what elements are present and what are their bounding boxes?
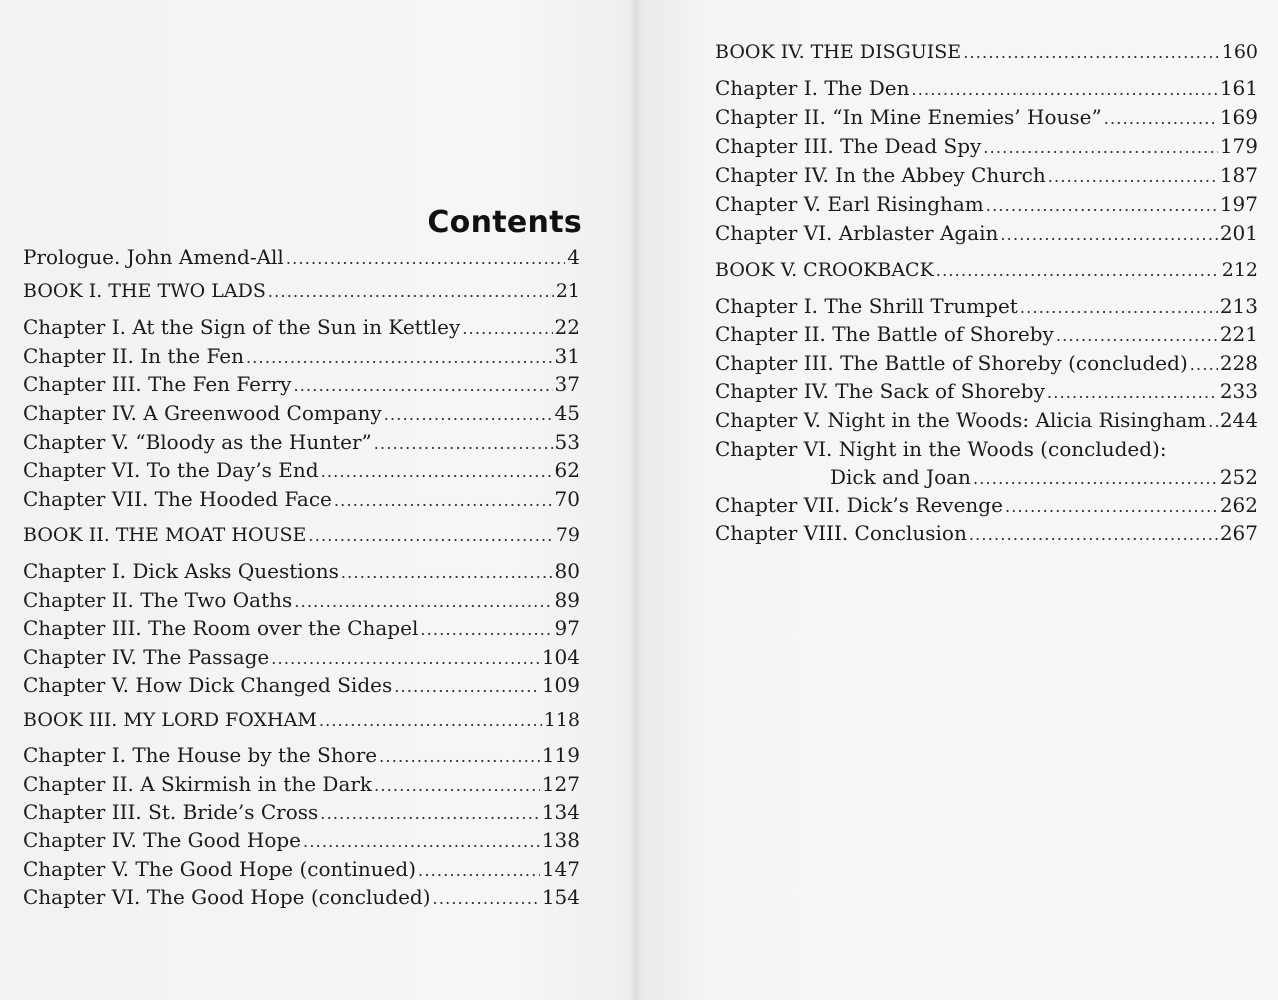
toc-entry-title: Chapter I. The Shrill Trumpet [715,294,1018,318]
toc-entry-title: Chapter IV. The Good Hope [23,828,302,852]
toc-entry-chapter [23,855,580,883]
toc-entry-chapter [715,349,1258,377]
toc-entry-chapter [715,406,1258,434]
toc-entry-title: Chapter VI. The Good Hope (concluded) [23,885,431,909]
toc-entry-chapter [23,557,580,585]
toc-page-number: 80 [554,559,580,583]
toc-page-number: 147 [541,857,580,881]
toc-entry-title: Chapter II. In the Fen [23,344,244,368]
toc-entry-title: Chapter II. A Skirmish in the Dark [23,772,373,796]
toc-entry-title: Chapter V. The Good Hope (continued) [23,857,417,881]
dot-leader [1104,105,1218,133]
toc-entry-title: Chapter V. “Bloody as the Hunter” [23,430,372,454]
toc-entry-title: Chapter I. The House by the Shore [23,743,378,767]
toc-page-number: 252 [1219,465,1258,489]
toc-entry-chapter [23,826,580,854]
toc-entry-chapter [23,586,580,614]
toc-entry-title: Chapter IV. The Sack of Shoreby [715,379,1045,403]
dot-leader [384,401,553,429]
toc-page-number: 244 [1219,408,1258,432]
toc-entry-chapter [715,74,1258,102]
toc-entry-book-3 [23,706,580,734]
dot-leader [374,772,540,800]
toc-page-number: 221 [1219,322,1258,346]
toc-entry-chapter [23,370,580,398]
toc-entry-book-5 [715,256,1258,284]
toc-entry-chapter [23,671,580,699]
toc-page-number: 79 [555,524,580,546]
dot-leader [983,134,1218,162]
toc-entry-title: Chapter I. The Den [715,76,910,100]
toc-entry-chapter [23,741,580,769]
toc-entry-book-1 [23,277,580,305]
contents-heading: Contents [427,205,582,240]
toc-page-number: 267 [1219,521,1258,545]
toc-page-number: 127 [541,772,580,796]
dot-leader [1048,163,1218,191]
toc-page-number: 97 [554,616,580,640]
toc-page-number: 161 [1219,76,1258,100]
dot-leader [936,257,1220,285]
toc-entry-book-4 [715,38,1258,66]
toc-entry-title: Chapter III. St. Bride’s Cross [23,800,319,824]
toc-entry-chapter [23,456,580,484]
toc-entry-title: Chapter IV. A Greenwood Company [23,401,382,425]
toc-entry-title: Chapter V. Earl Risingham [715,192,984,216]
dot-leader [320,800,540,828]
toc-page-number: 104 [541,645,580,669]
toc-page-number: 62 [554,458,580,482]
book-gutter [628,0,642,1000]
toc-entry-prologue [23,243,580,271]
toc-entry-book-2 [23,521,580,549]
toc-page-number: 154 [541,885,580,909]
dot-leader [321,458,553,486]
toc-entry-title: Chapter VIII. Conclusion [715,521,967,545]
dot-leader [1056,322,1218,350]
toc-entry-title: Dick and Joan [830,465,971,489]
dot-leader [379,743,540,771]
toc-page-number: 197 [1219,192,1258,216]
toc-entry-chapter [715,161,1258,189]
dot-leader [1005,493,1218,521]
toc-entry-title: Prologue. John Amend-All [23,245,284,269]
dot-leader [334,487,553,515]
toc-entry-chapter [715,132,1258,160]
toc-page-number: 4 [567,245,580,269]
toc-entry-chapter [715,103,1258,131]
toc-page-number: 262 [1219,493,1258,517]
toc-entry-chapter [23,428,580,456]
dot-leader [1190,351,1218,379]
toc-entry-title: BOOK I. THE TWO LADS [23,280,266,302]
toc-page-number: 109 [541,673,580,697]
toc-entry-chapter [23,342,580,370]
dot-leader [433,885,540,913]
toc-page-number: 187 [1219,163,1258,187]
toc-entry-title: Chapter V. Night in the Woods: Alicia Risingham [715,408,1207,432]
dot-leader [911,76,1217,104]
dot-leader [1047,379,1218,407]
toc-page-number: 22 [554,315,580,339]
toc-entry-title: Chapter V. How Dick Changed Sides [23,673,393,697]
dot-leader [462,315,552,343]
toc-entry-title: Chapter III. The Room over the Chapel [23,616,419,640]
toc-entry-title: Chapter II. The Battle of Shoreby [715,322,1054,346]
toc-page-number: 160 [1221,41,1258,63]
toc-entry-title: BOOK III. MY LORD FOXHAM [23,709,317,731]
toc-entry-title: Chapter II. The Two Oaths [23,588,293,612]
toc-entry-chapter [23,485,580,513]
toc-page-number: 201 [1219,221,1258,245]
toc-page-number: 119 [541,743,580,767]
toc-page-number: 213 [1219,294,1258,318]
toc-entry-chapter [715,219,1258,247]
dot-leader [1208,408,1218,436]
toc-page-number: 212 [1221,259,1258,281]
toc-page-number: 138 [541,828,580,852]
toc-entry-title: Chapter II. “In Mine Enemies’ House” [715,105,1102,129]
dot-leader [963,39,1220,67]
dot-leader [268,278,554,306]
toc-page-number: 37 [554,372,580,396]
toc-entry-chapter [23,399,580,427]
dot-leader [293,372,552,400]
dot-leader [420,616,552,644]
toc-entry-chapter [715,320,1258,348]
dot-leader [294,588,552,616]
dot-leader [1000,221,1217,249]
toc-page-number: 169 [1219,105,1258,129]
dot-leader [246,344,553,372]
dot-leader [973,465,1218,493]
toc-page-number: 45 [554,401,580,425]
toc-entry-chapter [23,643,580,671]
toc-entry-chapter [715,377,1258,405]
toc-page-number: 179 [1219,134,1258,158]
dot-leader [969,521,1218,549]
toc-entry-title: Chapter IV. The Passage [23,645,270,669]
dot-leader [286,245,565,273]
toc-entry-title: Chapter VII. The Hooded Face [23,487,332,511]
toc-page-number: 134 [541,800,580,824]
dot-leader [374,430,553,458]
toc-entry-title: Chapter III. The Fen Ferry [23,372,292,396]
toc-entry-title: Chapter VI. Night in the Woods (concluded): [715,437,1167,461]
toc-page-number: 31 [554,344,580,368]
toc-entry-title: Chapter VI. To the Day’s End [23,458,319,482]
toc-entry-chapter [23,770,580,798]
toc-entry-title: Chapter IV. In the Abbey Church [715,163,1046,187]
toc-entry-title: Chapter VII. Dick’s Revenge [715,493,1003,517]
toc-page-number: 233 [1219,379,1258,403]
toc-entry-chapter [23,798,580,826]
toc-entry-chapter [23,313,580,341]
toc-entry-title: BOOK V. CROOKBACK [715,259,934,281]
toc-entry-chapter-continued [715,463,1258,491]
toc-entry-title: Chapter VI. Arblaster Again [715,221,999,245]
toc-entry-title: Chapter III. The Dead Spy [715,134,982,158]
toc-entry-title: Chapter I. Dick Asks Questions [23,559,339,583]
toc-entry-chapter [715,292,1258,320]
toc-entry-chapter [23,883,580,911]
toc-entry-title: Chapter III. The Battle of Shoreby (concluded) [715,351,1188,375]
toc-entry-chapter [715,519,1258,547]
toc-page-number: 21 [555,280,580,302]
toc-entry-chapter [23,614,580,642]
toc-entry-chapter [715,491,1258,519]
dot-leader [319,707,542,735]
toc-entry-title: BOOK II. THE MOAT HOUSE [23,524,307,546]
dot-leader [418,857,540,885]
dot-leader [394,673,540,701]
toc-entry-chapter [715,190,1258,218]
toc-entry-title: Chapter I. At the Sign of the Sun in Kettley [23,315,461,339]
toc-page-number: 89 [554,588,580,612]
dot-leader [308,522,553,550]
toc-entry-title: BOOK IV. THE DISGUISE [715,41,962,63]
dot-leader [1020,294,1218,322]
dot-leader [986,192,1218,220]
toc-page-number: 118 [543,709,580,731]
toc-page-number: 228 [1219,351,1258,375]
dot-leader [271,645,540,673]
toc-page-number: 70 [554,487,580,511]
dot-leader [303,828,540,856]
toc-page-number: 53 [554,430,580,454]
dot-leader [341,559,553,587]
